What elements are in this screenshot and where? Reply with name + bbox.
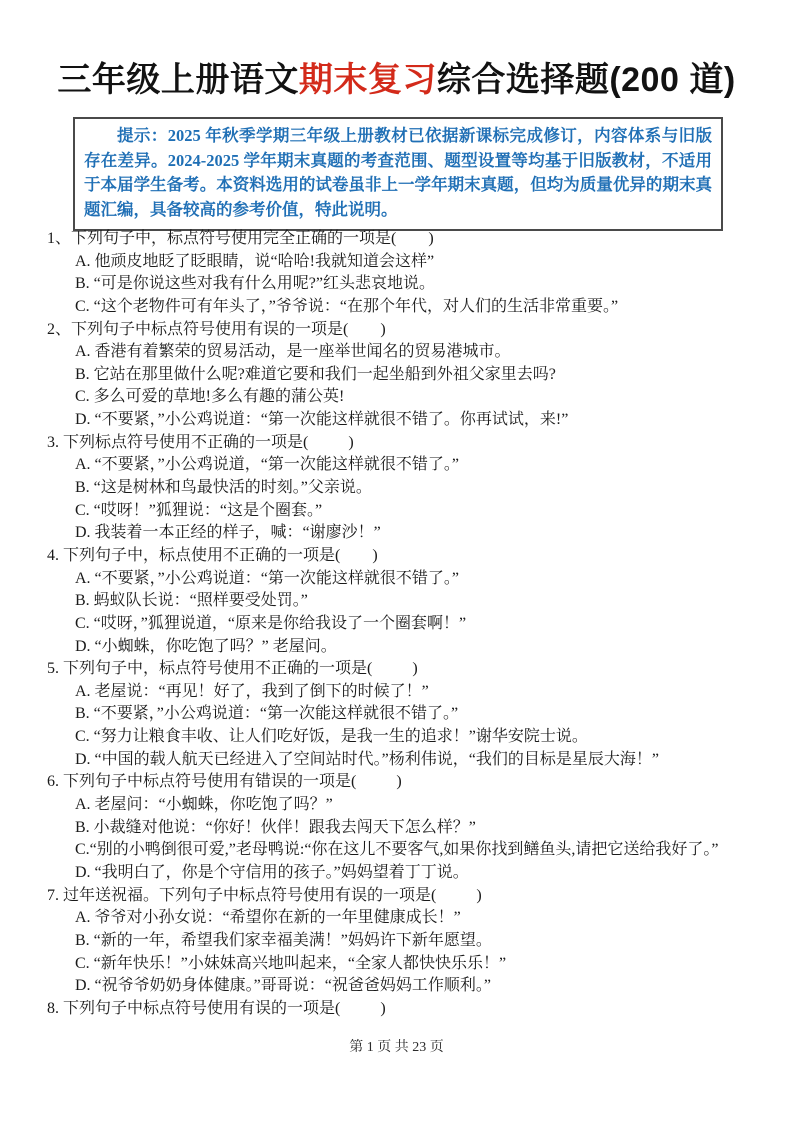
question-option: C. “哎呀，”狐狸说道，“原来是你给我设了一个圈套啊！” — [75, 614, 467, 632]
title-part1: 三年级上册语文 — [57, 61, 299, 99]
question-option: B. 小裁缝对他说：“你好！伙伴！跟我去闯天下怎么样？” — [75, 818, 476, 836]
question-option: B. “这是树林和鸟最快活的时刻。”父亲说。 — [75, 479, 372, 497]
question-option: D. “不要紧，”小公鸡说道：“第一次能这样就很不错了。你再试试，来!” — [75, 411, 569, 429]
question-option: A. 他顽皮地眨了眨眼睛，说“哈哈!我就知道会这样” — [75, 252, 435, 270]
notice-box — [73, 117, 723, 231]
question-stem: 7. 过年送祝福。下列句子中标点符号使用有误的一项是( ) — [47, 886, 482, 904]
question-option: D. 我装着一本正经的样子，喊：“谢廖沙！” — [75, 524, 381, 542]
question-stem: 2、下列句子中标点符号使用有误的一项是( ) — [47, 320, 386, 338]
question-list — [47, 228, 787, 1020]
question-option: B. “不要紧，”小公鸡说道：“第一次能这样就很不错了。” — [75, 705, 459, 723]
title-highlight: 期末复习 — [298, 61, 437, 99]
question-option: C. “这个老物件可有年头了，”爷爷说：“在那个年代，对人们的生活非常重要。” — [75, 297, 619, 315]
question-6 — [47, 771, 787, 884]
question-option: C. “哎呀！”狐狸说：“这是个圈套。” — [75, 501, 323, 519]
question-option: A. 香港有着繁荣的贸易活动，是一座举世闻名的贸易港城市。 — [75, 343, 511, 361]
page-title — [0, 52, 793, 101]
question-3 — [47, 432, 787, 545]
question-stem: 3. 下列标点符号使用不正确的一项是( ) — [47, 433, 354, 451]
page-footer: 第 1 页 共 23 页 — [349, 1040, 444, 1055]
question-8 — [47, 998, 787, 1021]
question-7 — [47, 885, 787, 998]
question-option: A. 老屋说：“再见！好了，我到了倒下的时候了！” — [75, 682, 429, 700]
question-option: C. “新年快乐！”小妹妹高兴地叫起来，“全家人都快快乐乐！” — [75, 954, 507, 972]
question-option: D. “祝爷爷奶奶身体健康。”哥哥说：“祝爸爸妈妈工作顺利。” — [75, 977, 491, 995]
question-5 — [47, 658, 787, 771]
question-option: B. 蚂蚁队长说：“照样要受处罚。” — [75, 592, 308, 610]
question-option: D. “我明白了，你是个守信用的孩子。”妈妈望着丁丁说。 — [75, 863, 469, 881]
question-stem: 5. 下列句子中，标点符号使用不正确的一项是( ) — [47, 660, 418, 678]
question-option: C. “努力让粮食丰收、让人们吃好饭，是我一生的追求！”谢华安院士说。 — [75, 728, 588, 746]
question-option: B. “可是你说这些对我有什么用呢?”红头悲哀地说。 — [75, 275, 435, 293]
question-stem: 4. 下列句子中，标点使用不正确的一项是( ) — [47, 546, 378, 564]
notice-text: 提示：2025 年秋季学期三年级上册教材已依据新课标完成修订，内容体系与旧版存在差异。2024-2025 学年期末真题的考查范围、题型设置等均基于旧版教材，不适用于本届学生备考。本资料选用的试卷虽非上一学年期末真题，但均为质量优异的期末真题汇编，具备较高的参考价值，特此说明。 — [84, 126, 712, 219]
question-option: A. “不要紧，”小公鸡说道：“第一次能这样就很不错了。” — [75, 569, 459, 587]
question-4 — [47, 545, 787, 658]
question-option: D. “中国的载人航天已经进入了空间站时代。”杨利伟说，“我们的目标是星辰大海！” — [75, 750, 659, 768]
question-option: D. “小蜘蛛，你吃饱了吗？” 老屋问。 — [75, 637, 337, 655]
question-stem: 1、下列句子中，标点符号使用完全正确的一项是( ) — [47, 230, 434, 247]
question-1 — [47, 228, 787, 319]
question-stem: 6. 下列句子中标点符号使用有错误的一项是( ) — [47, 773, 402, 791]
question-option: A. 爷爷对小孙女说：“希望你在新的一年里健康成长！” — [75, 909, 461, 927]
question-option: B. “新的一年，希望我们家幸福美满！”妈妈许下新年愿望。 — [75, 931, 492, 949]
question-option: C.“别的小鸭倒很可爱,”老母鸭说:“你在这儿不要客气,如果你找到鳝鱼头,请把它送给我好了。” — [75, 841, 719, 859]
title-part2: 综合选择题(200 道) — [436, 61, 736, 99]
question-option: B. 它站在那里做什么呢?难道它要和我们一起坐船到外祖父家里去吗? — [75, 365, 556, 383]
question-option: C. 多么可爱的草地!多么有趣的蒲公英! — [75, 388, 345, 406]
question-stem: 8. 下列句子中标点符号使用有误的一项是( ) — [47, 999, 386, 1017]
question-option: A. 老屋问：“小蜘蛛，你吃饱了吗？” — [75, 796, 333, 814]
question-2 — [47, 319, 787, 432]
question-option: A. “不要紧，”小公鸡说道，“第一次能这样就很不错了。” — [75, 456, 459, 474]
